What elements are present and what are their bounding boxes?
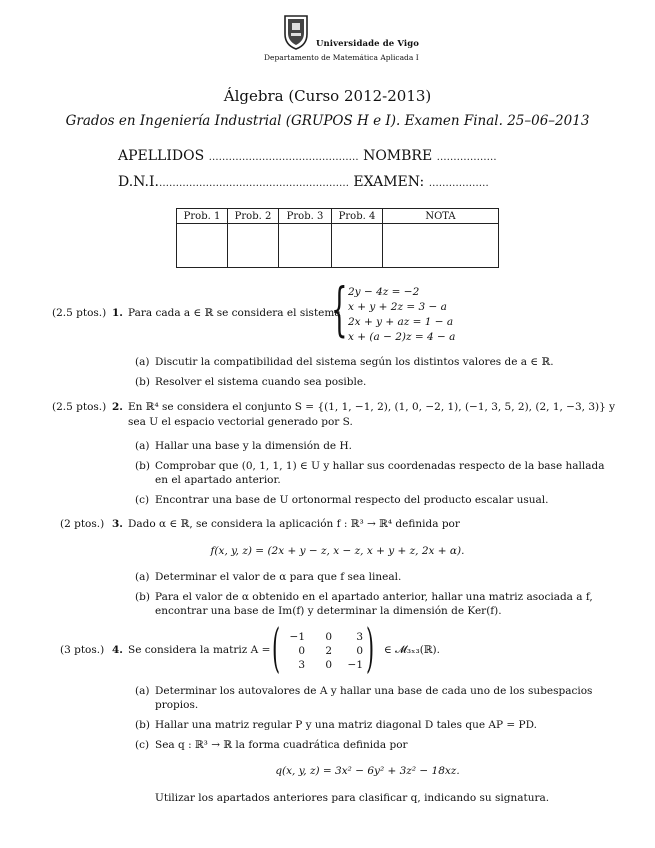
exam-subtitle: Grados en Ingeniería Industrial (GRUPOS H e I). Examen Final. 25–06–2013 — [65, 113, 590, 129]
part-label: (b) — [135, 719, 150, 731]
part-label: (b) — [135, 376, 150, 388]
matrix-entry: −1 — [347, 659, 363, 671]
part-text: Discutir la compatibilidad del sistema según los distintos valores de a ∈ ℝ. — [155, 356, 554, 368]
part-text: Encontrar una base de U ortonormal respecto del producto escalar usual. — [155, 494, 549, 506]
problem-4-formula: q(x, y, z) = 3x² − 6y² + 3z² − 18xz. — [275, 765, 460, 777]
problem-4-intro: Se considera la matriz A = — [128, 644, 271, 656]
part-text: Determinar los autovalores de A y hallar una base de cada uno de los subespacios — [155, 685, 593, 697]
score-cell[interactable] — [383, 224, 499, 268]
name-field[interactable]: ……………… — [436, 152, 497, 163]
dni-label: D.N.I. — [118, 174, 159, 190]
matrix-entry: 0 — [325, 631, 332, 643]
department-name: Departamento de Matemática Aplicada I — [264, 53, 419, 62]
score-header: Prob. 1 — [177, 209, 228, 224]
problem-1-intro: Para cada a ∈ ℝ se considera el sistema — [128, 307, 341, 319]
student-line-1 — [118, 148, 497, 164]
problem-2-intro-cont: sea U el espacio vectorial generado por S. — [128, 416, 353, 428]
course-title: Álgebra (Curso 2012-2013) — [223, 87, 432, 105]
part-text: Hallar una matriz regular P y una matriz diagonal D tales que AP = PD. — [155, 719, 537, 731]
score-table — [176, 208, 499, 268]
surname-label: APELLIDOS — [118, 148, 205, 164]
part-text: Resolver el sistema cuando sea posible. — [155, 376, 367, 388]
equation: 2x + y + az = 1 − a — [348, 316, 454, 328]
matrix-entry: 3 — [356, 631, 363, 643]
matrix-space: ∈ 𝓜₃ₓ₃(ℝ). — [384, 644, 440, 656]
part-label: (a) — [135, 685, 150, 697]
equation: 2y − 4z = −2 — [348, 286, 420, 298]
surname-field[interactable]: ……………………………………… — [208, 152, 359, 163]
exam-label: EXAMEN: — [353, 174, 425, 190]
problem-2-points: (2.5 ptos.) — [52, 401, 107, 413]
part-label: (a) — [135, 440, 150, 452]
matrix-left-paren: ( — [272, 619, 281, 679]
matrix-right-paren: ) — [366, 619, 375, 679]
problem-3-formula: f(x, y, z) = (2x + y − z, x − z, x + y + z, 2x + α). — [210, 545, 465, 557]
university-crest-icon — [283, 14, 309, 50]
problem-4-number: 4. — [112, 644, 123, 656]
score-header: Prob. 2 — [228, 209, 279, 224]
matrix-entry: −1 — [289, 631, 305, 643]
dni-field[interactable]: ………………………………………………… — [158, 178, 349, 189]
matrix-entry: 2 — [325, 645, 332, 657]
part-label: (a) — [135, 356, 150, 368]
score-cell[interactable] — [177, 224, 228, 268]
part-text: Determinar el valor de α para que f sea lineal. — [155, 571, 402, 583]
system-brace: { — [331, 275, 348, 343]
score-header: Prob. 3 — [279, 209, 332, 224]
problem-2-intro: En ℝ⁴ se considera el conjunto S = {(1, 1, −1, 2), (1, 0, −2, 1), (−1, 3, 5, 2), (2, 1, −3, 3)} y — [128, 401, 616, 413]
equation: x + (a − 2)z = 4 − a — [348, 331, 456, 343]
matrix-entry: 0 — [298, 645, 305, 657]
equation: x + y + 2z = 3 − a — [348, 301, 447, 313]
matrix-A — [283, 630, 363, 672]
problem-3-intro: Dado α ∈ ℝ, se considera la aplicación f : ℝ³ → ℝ⁴ definida por — [128, 518, 460, 530]
matrix-entry: 3 — [298, 659, 305, 671]
matrix-entry: 0 — [325, 659, 332, 671]
part-label: (b) — [135, 460, 150, 472]
problem-4-points: (3 ptos.) — [60, 644, 105, 656]
part-text: Hallar una base y la dimensión de H. — [155, 440, 352, 452]
university-name: Universidade de Vigo — [316, 39, 420, 49]
exam-field[interactable]: ……………… — [428, 178, 489, 189]
part-text-cont: encontrar una base de Im(f) y determinar la dimensión de Ker(f). — [155, 605, 502, 617]
part-label: (b) — [135, 591, 150, 603]
problem-3-number: 3. — [112, 518, 123, 530]
part-text-cont: propios. — [155, 699, 199, 711]
problem-2-number: 2. — [112, 401, 123, 413]
part-text-cont: en el apartado anterior. — [155, 474, 281, 486]
score-cell[interactable] — [279, 224, 332, 268]
part-text: Sea q : ℝ³ → ℝ la forma cuadrática definida por — [155, 739, 408, 751]
score-cell[interactable] — [228, 224, 279, 268]
part-label: (c) — [135, 494, 150, 506]
problem-1-number: 1. — [112, 307, 123, 319]
part-label: (a) — [135, 571, 150, 583]
problem-4-closing: Utilizar los apartados anteriores para clasificar q, indicando su signatura. — [155, 792, 550, 804]
problem-1-points: (2.5 ptos.) — [52, 307, 107, 319]
problem-3-points: (2 ptos.) — [60, 518, 105, 530]
score-header: NOTA — [383, 209, 499, 224]
matrix-entry: 0 — [356, 645, 363, 657]
part-text: Comprobar que (0, 1, 1, 1) ∈ U y hallar sus coordenadas respecto de la base hallada — [155, 460, 605, 472]
part-text: Para el valor de α obtenido en el apartado anterior, hallar una matriz asociada a f, — [155, 591, 593, 603]
student-line-2 — [118, 174, 489, 190]
score-header: Prob. 4 — [332, 209, 383, 224]
name-label: NOMBRE — [363, 148, 433, 164]
score-cell[interactable] — [332, 224, 383, 268]
part-label: (c) — [135, 739, 150, 751]
